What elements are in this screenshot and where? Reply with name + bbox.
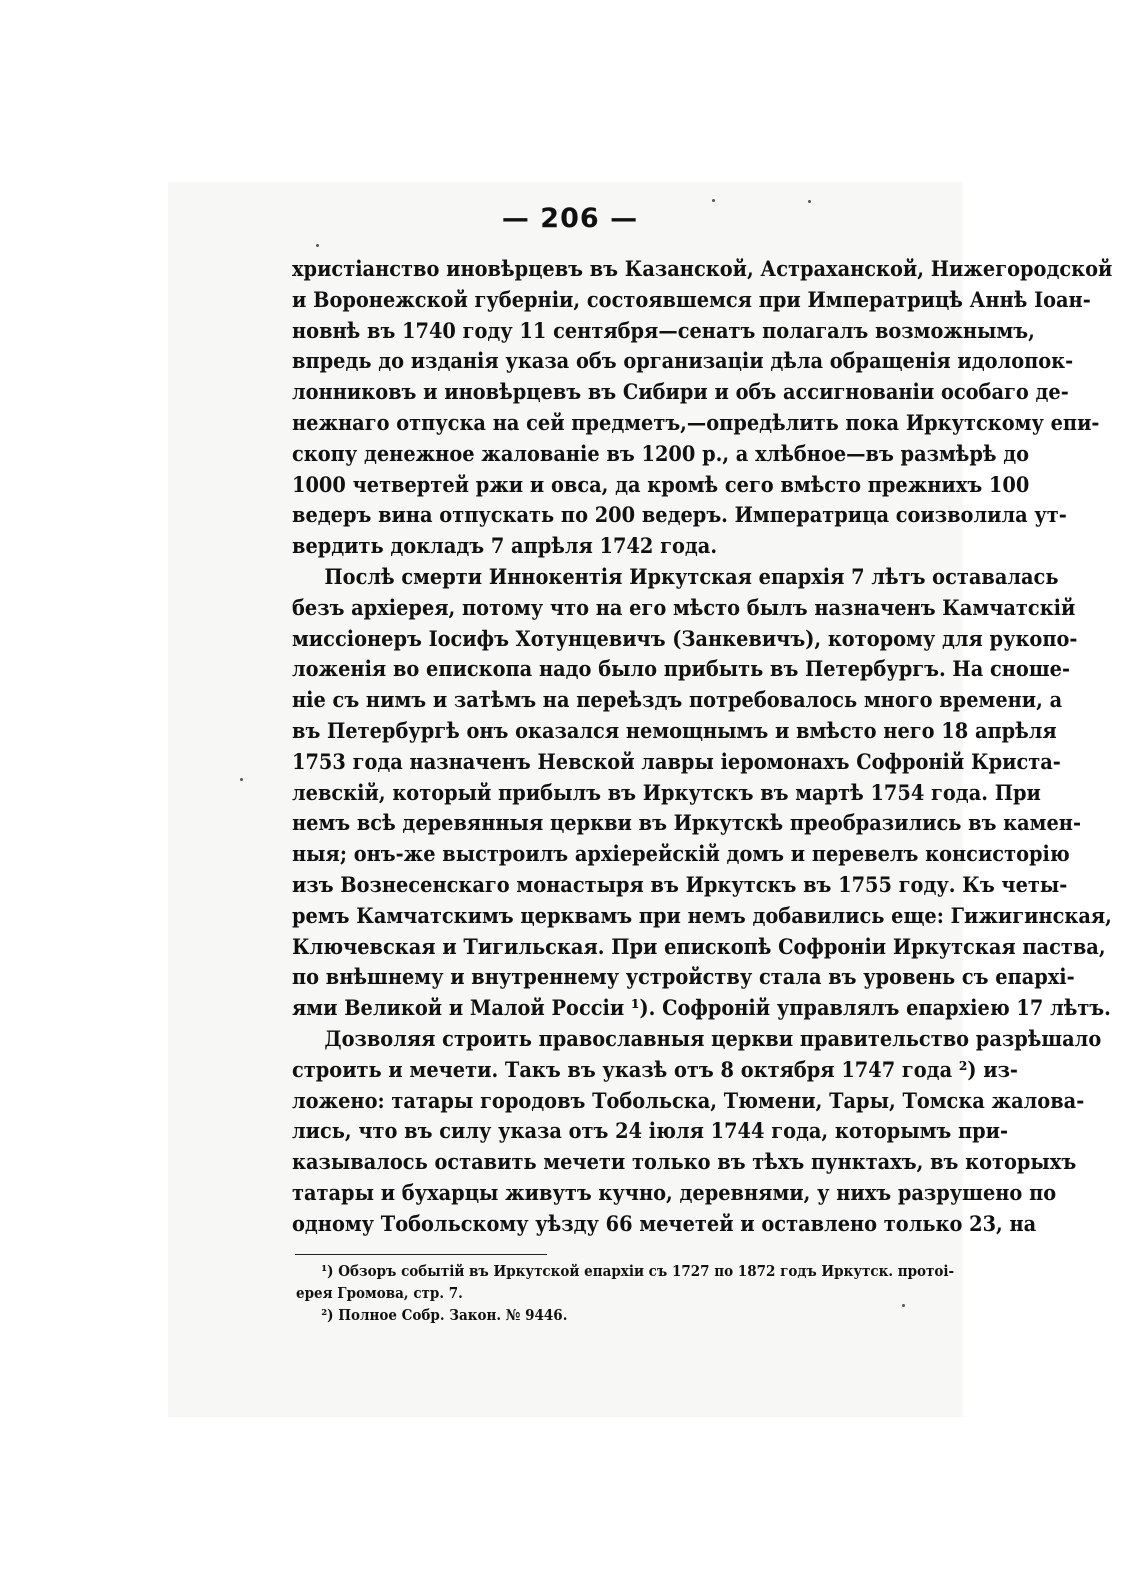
text-line: немъ всѣ деревянныя церкви въ Иркутскѣ преобразились въ камен- — [292, 811, 1081, 837]
text-line: Послѣ смерти Иннокентія Иркутская епархія 7 лѣтъ оставалась — [324, 564, 1059, 590]
text-line: новнѣ въ 1740 году 11 сентября—сенатъ полагалъ возможнымъ, — [292, 318, 1035, 344]
paragraph-2 — [292, 563, 1112, 1025]
text-line: лись, что въ силу указа отъ 24 іюля 1744 года, которымъ при- — [292, 1119, 1009, 1145]
footnote-separator — [295, 1254, 547, 1255]
scan-speck — [316, 244, 319, 247]
paragraph-1 — [292, 255, 1113, 563]
footnotes — [296, 1260, 955, 1326]
body-text — [292, 255, 1113, 1241]
text-line: изъ Вознесенскаго монастыря въ Иркутскъ въ 1755 году. Къ четы- — [292, 872, 1068, 898]
text-line: скопу денежное жалованіе въ 1200 р., а хлѣбное—въ размѣрѣ до — [292, 441, 1030, 467]
text-line: лонниковъ и иновѣрцевъ въ Сибири и объ ассигнованіи особаго де- — [292, 380, 1069, 406]
text-line: нежнаго отпуска на сей предметъ,—опредѣлить пока Иркутскому епи- — [292, 410, 1100, 436]
text-line: татары и бухарцы живутъ кучно, деревнями, у нихъ разрушено по — [292, 1180, 1057, 1206]
text-line: ныя; онъ-же выстроилъ архіерейскій домъ и перевелъ консисторію — [292, 842, 1070, 868]
text-line: 1000 четвертей ржи и овса, да кромѣ сего вмѣсто прежнихъ 100 — [292, 472, 1030, 498]
text-line: одному Тобольскому уѣзду 66 мечетей и оставлено только 23, на — [292, 1211, 1037, 1237]
paragraph-3 — [292, 1025, 1102, 1241]
text-line: вердить докладъ 7 апрѣля 1742 года. — [292, 534, 718, 560]
footnote-2-line-1: ²) Полное Собр. Закон. № 9446. — [321, 1306, 568, 1324]
text-line: безъ архіерея, потому что на его мѣсто былъ назначенъ Камчатскій — [292, 595, 1076, 621]
text-line: ведеръ вина отпускать по 200 ведеръ. Императрица соизволила ут- — [292, 503, 1067, 529]
text-line: казывалось оставить мечети только въ тѣхъ пунктахъ, въ которыхъ — [292, 1150, 1077, 1176]
text-line: Ключевская и Тигильская. При епископѣ Софроніи Иркутская паства, — [292, 934, 1106, 960]
scan-speck — [240, 778, 243, 781]
text-line: строить и мечети. Такъ въ указѣ отъ 8 октября 1747 года ²) из- — [292, 1057, 1018, 1083]
text-line: впредь до изданія указа объ организаціи дѣла обращенія идолопок- — [292, 349, 1074, 375]
scan-speck — [712, 199, 715, 202]
text-line: 1753 года назначенъ Невской лавры іеромонахъ Софроній Криста- — [292, 749, 1061, 775]
scan-speck — [808, 200, 811, 203]
text-line: въ Петербургѣ онъ оказался немощнымъ и вмѣсто него 18 апрѣля — [292, 718, 1057, 744]
text-line: Дозволяя строить православныя церкви правительство разрѣшало — [324, 1026, 1102, 1052]
text-line: ремъ Камчатскимъ церквамъ при немъ добавились еще: Гижигинская, — [292, 903, 1112, 929]
text-line: левскій, который прибылъ въ Иркутскъ въ мартѣ 1754 года. При — [292, 780, 1041, 806]
text-line: и Воронежской губерніи, состоявшемся при Императрицѣ Аннѣ Іоан- — [292, 287, 1091, 313]
page-number: — 206 — — [501, 203, 639, 234]
text-line: ложенія во епископа надо было прибыть въ Петербургъ. На сноше- — [292, 657, 1070, 683]
text-line: ніе съ нимъ и затѣмъ на переѣздъ потребовалось много времени, а — [292, 688, 1063, 714]
text-line: ями Великой и Малой Россіи ¹). Софроній управлялъ епархіею 17 лѣтъ. — [292, 996, 1111, 1022]
footnote-1-line-2: ерея Громова, стр. 7. — [296, 1284, 463, 1302]
text-line: миссіонеръ Іосифъ Хотунцевичъ (Занкевичъ), которому для рукопо- — [292, 626, 1078, 652]
footnote-1-line-1: ¹) Обзоръ событій въ Иркутской епархіи съ 1727 по 1872 годъ Иркутск. протоі- — [321, 1262, 955, 1280]
text-line: по внѣшнему и внутреннему устройству стала въ уровень съ епархі- — [292, 965, 1075, 991]
text-line: христіанство иновѣрцевъ въ Казанской, Астраханской, Нижегородской — [292, 257, 1113, 282]
text-line: ложено: татары городовъ Тобольска, Тюмени, Тары, Томска жалова- — [292, 1088, 1085, 1114]
scan-speck — [902, 1304, 905, 1307]
